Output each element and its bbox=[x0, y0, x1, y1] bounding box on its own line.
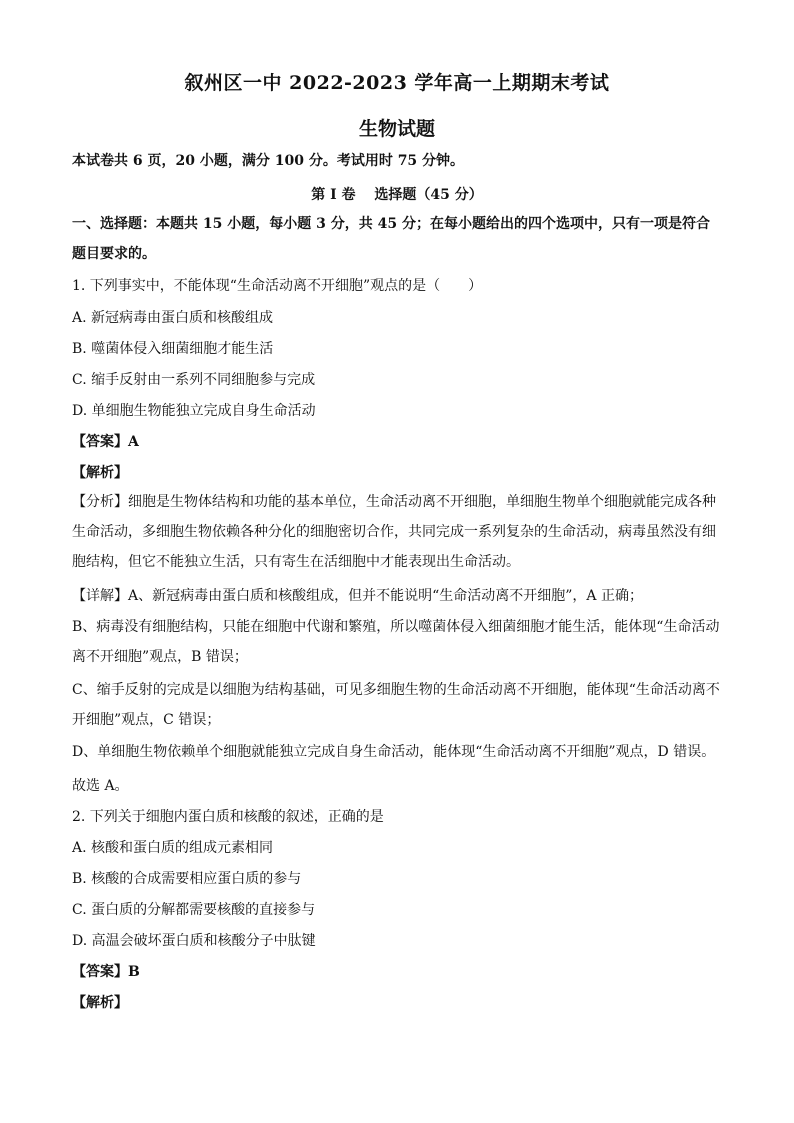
question-1-option-c: C. 缩手反射由一系列不同细胞参与完成 bbox=[72, 372, 316, 388]
subject-title: 生物试题 bbox=[358, 118, 435, 140]
question-2-option-a: A. 核酸和蛋白质的组成元素相同 bbox=[72, 840, 274, 856]
question-2-option-c: C. 蛋白质的分解都需要核酸的直接参与 bbox=[72, 902, 316, 918]
question-1-analysis: 【分析】细胞是生物体结构和功能的基本单位，生命活动离不开细胞，单细胞生物单个细胞就能完成各种生命活动，多细胞生物依赖各种分化的细胞密切合作，共同完成一系列复杂的生命活动，病毒虽然没有细胞结构，但它不能独立生活，只有寄生在活细胞中才能表现出生命活动。 bbox=[72, 494, 716, 570]
question-2-stem: 2. 下列关于细胞内蛋白质和核酸的叙述，正确的是 bbox=[72, 809, 384, 825]
exam-info: 本试卷共 6 页，20 小题，满分 100 分。考试用时 75 分钟。 bbox=[72, 153, 465, 169]
question-1-option-a: A. 新冠病毒由蛋白质和核酸组成 bbox=[72, 310, 274, 326]
question-1-answer: 【答案】A bbox=[72, 434, 139, 450]
section-instruction: 一、选择题：本题共 15 小题，每小题 3 分，共 45 分；在每小题给出的四个选项中，只有一项是符合题目要求的。 bbox=[72, 216, 710, 262]
question-1-detail-b: B、病毒没有细胞结构，只能在细胞中代谢和繁殖，所以噬菌体侵入细菌细胞才能生活，能体现“生命活动离不开细胞”观点，B 错误； bbox=[72, 619, 720, 665]
exam-title: 叙州区一中 2022-2023 学年高一上期期末考试 bbox=[184, 72, 610, 94]
section-heading: 第 I 卷 选择题（45 分） bbox=[311, 187, 483, 203]
question-2-option-d: D. 高温会破坏蛋白质和核酸分子中肽键 bbox=[72, 933, 316, 949]
question-1-option-d: D. 单细胞生物能独立完成自身生命活动 bbox=[72, 403, 316, 419]
question-1-detail-d: D、单细胞生物依赖单个细胞就能独立完成自身生命活动，能体现“生命活动离不开细胞”观点，D 错误。 bbox=[72, 744, 716, 760]
question-2-answer: 【答案】B bbox=[72, 964, 140, 980]
question-1-conclusion: 故选 A。 bbox=[72, 778, 129, 794]
question-1-stem: 1. 下列事实中，不能体现“生命活动离不开细胞”观点的是（ ） bbox=[72, 278, 483, 294]
question-1-detail-a: 【详解】A、新冠病毒由蛋白质和核酸组成，但并不能说明“生命活动离不开细胞”，A 正确； bbox=[72, 588, 643, 604]
question-2-option-b: B. 核酸的合成需要相应蛋白质的参与 bbox=[72, 871, 302, 887]
question-1-detail-c: C、缩手反射的完成是以细胞为结构基础，可见多细胞生物的生命活动离不开细胞，能体现“生命活动离不开细胞”观点，C 错误； bbox=[72, 682, 720, 728]
question-2-analysis-label: 【解析】 bbox=[72, 995, 128, 1011]
question-1-option-b: B. 噬菌体侵入细菌细胞才能生活 bbox=[72, 341, 274, 357]
question-1-analysis-label: 【解析】 bbox=[72, 465, 128, 481]
